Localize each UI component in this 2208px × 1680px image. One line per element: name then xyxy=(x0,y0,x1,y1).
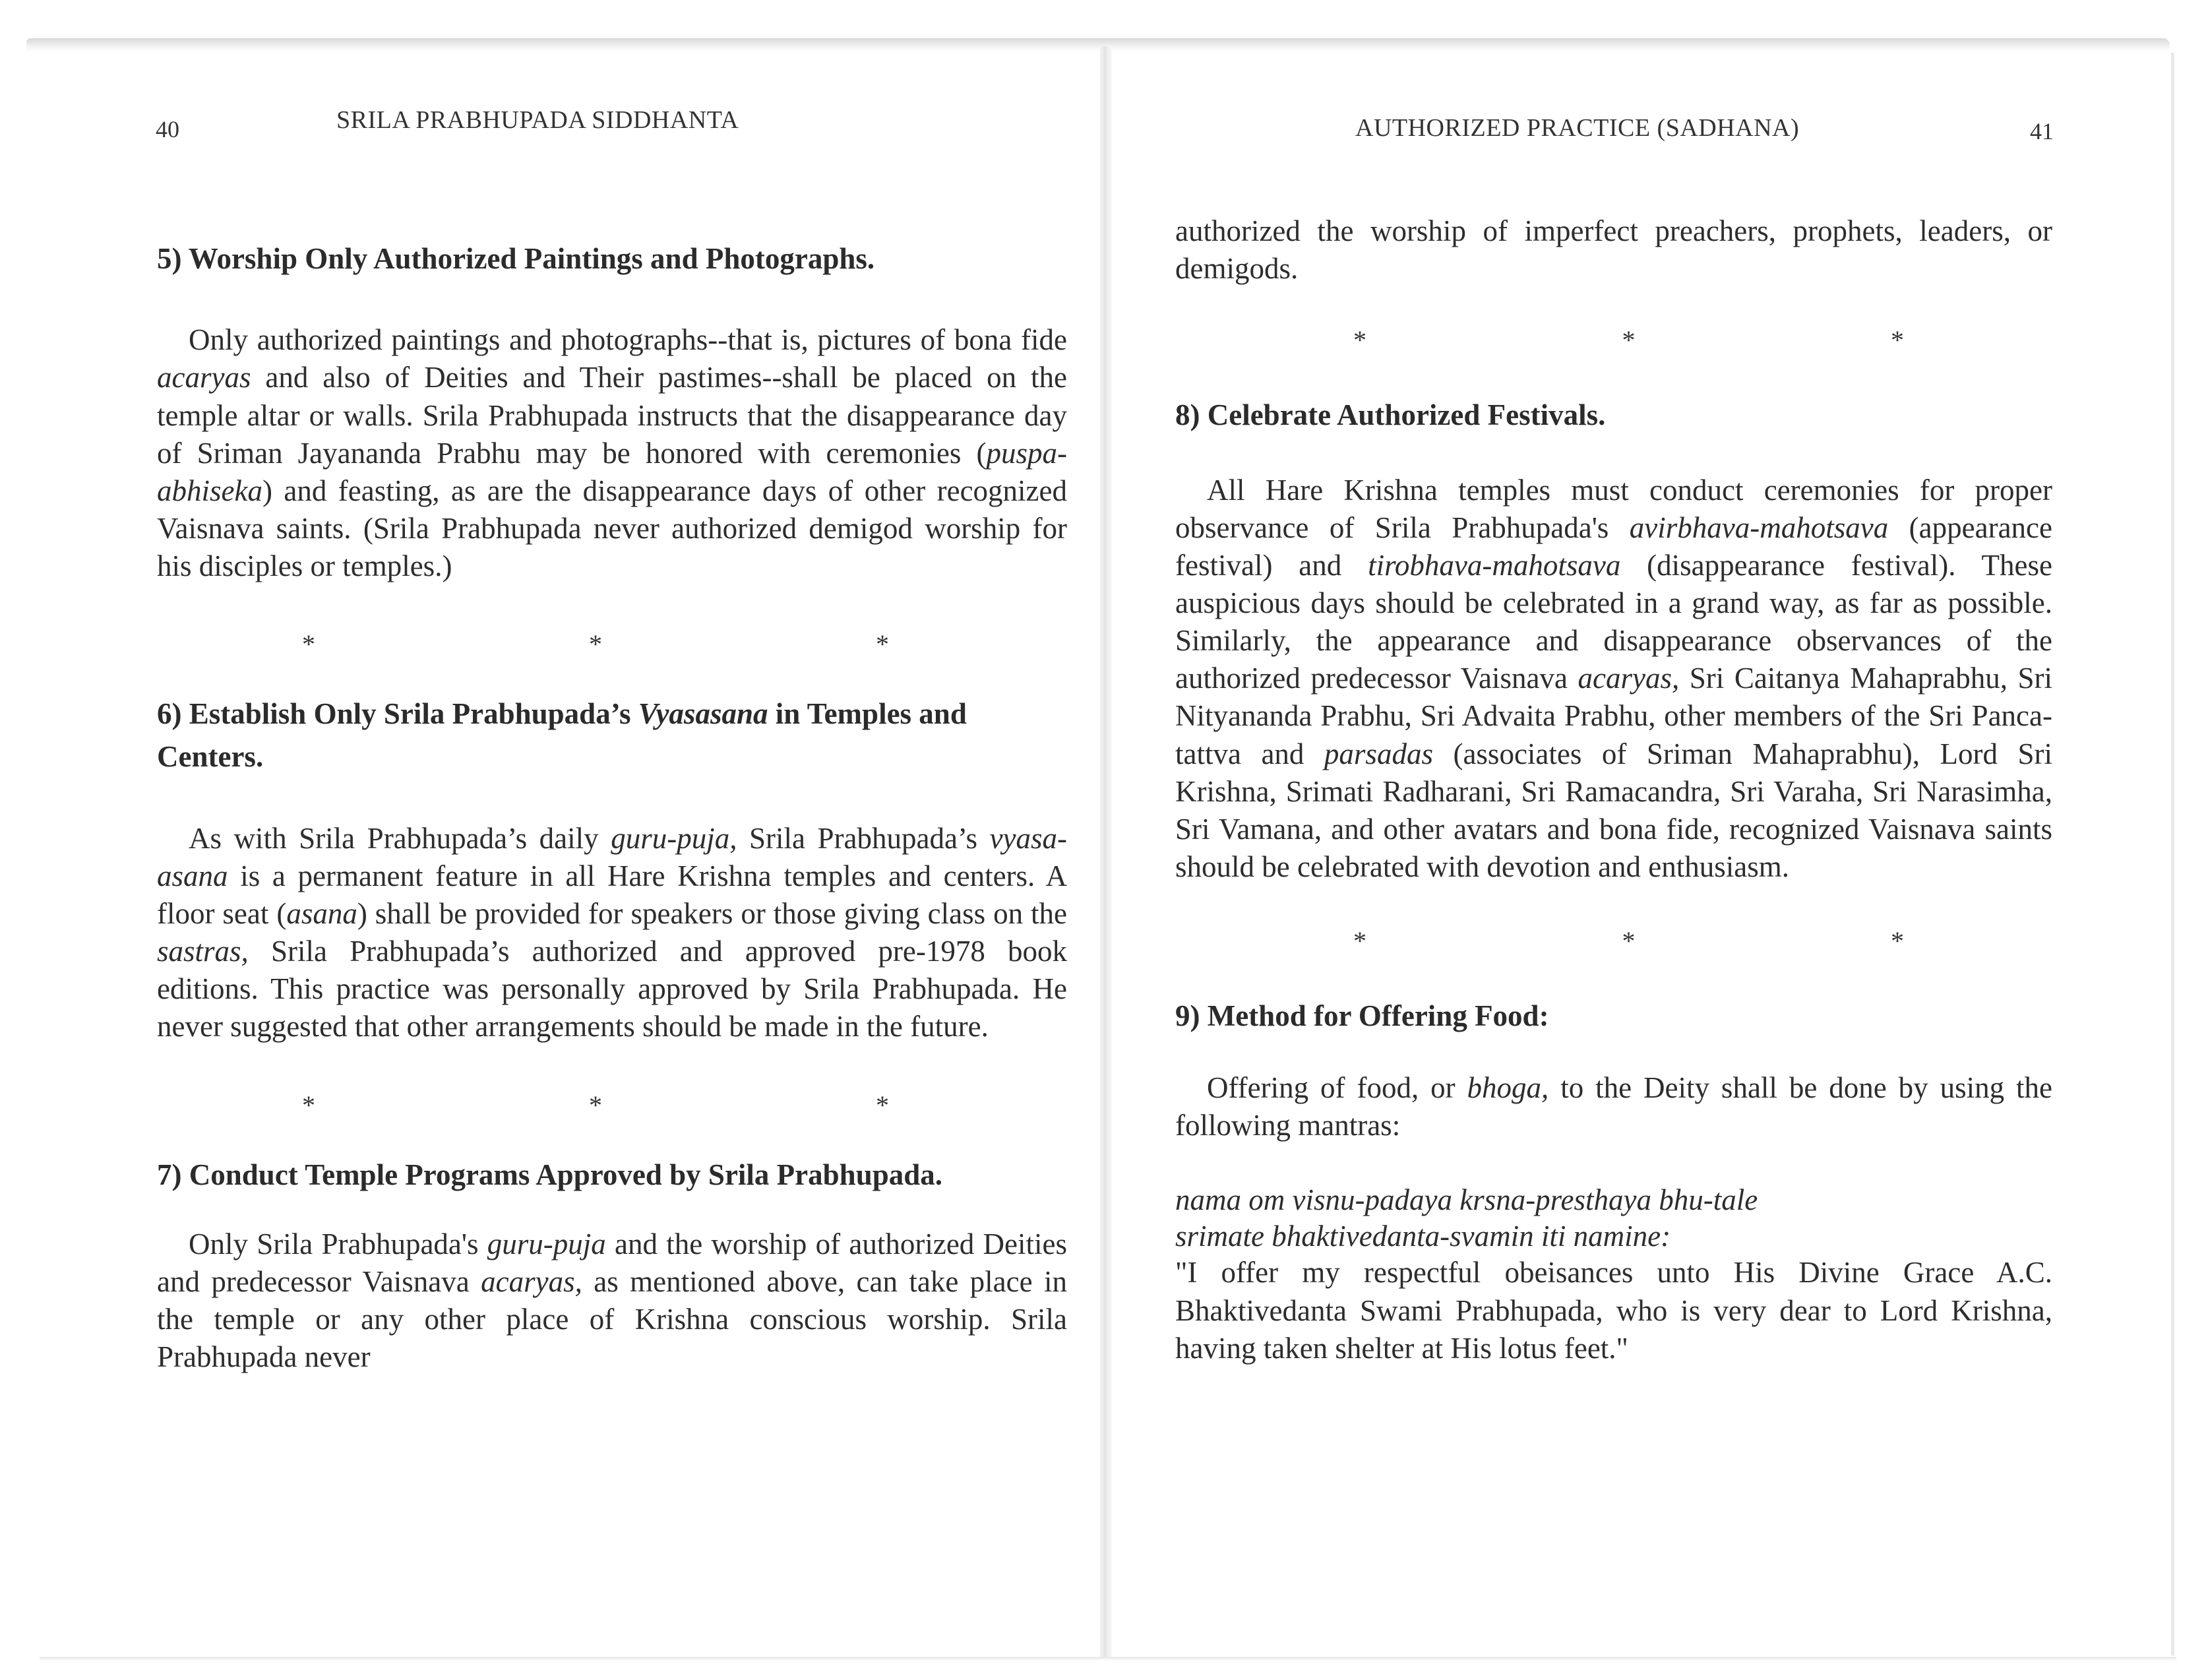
section-heading: 5) Worship Only Authorized Paintings and Photographs. xyxy=(157,242,875,275)
continued-paragraph: authorized the worship of imperfect preachers, prophets, leaders, or demigods. xyxy=(1175,214,2052,286)
page-number: 40 xyxy=(156,116,179,142)
left-page-content xyxy=(157,237,1067,1376)
paragraph: Offering of food, or bhoga, to the Deity shall be done by using the following mantras: xyxy=(1175,1071,2052,1142)
right-page-content xyxy=(1175,212,2052,1367)
right-page xyxy=(1121,0,2176,1680)
section-heading: 6) Establish Only Srila Prabhupada’s Vyasasana in Temples and Centers. xyxy=(157,697,967,774)
left-page xyxy=(40,0,1095,1680)
section-separator: * * * xyxy=(302,629,889,660)
mantra-line: nama om visnu-padaya krsna-presthaya bhu-tale xyxy=(1175,1183,1758,1216)
section-heading: 9) Method for Offering Food: xyxy=(1175,999,1549,1033)
running-head: AUTHORIZED PRACTICE (SADHANA) xyxy=(1355,114,1800,142)
book-spine xyxy=(1100,46,1112,1657)
running-head: SRILA PRABHUPADA SIDDHANTA xyxy=(336,106,739,134)
mantra-translation: "I offer my respectful obeisances unto His Divine Grace A.C. Bhaktivedanta Swami Prabhupada, who is very dear to Lord Krishna, having taken shelter at His lotus feet." xyxy=(1175,1256,2052,1365)
page-number: 41 xyxy=(2030,118,2054,144)
section-separator: * * * xyxy=(302,1090,889,1120)
paragraph: As with Srila Prabhupada’s daily guru-puja, Srila Prabhupada’s vyasa-asana is a permanent feature in all Hare Krishna temples and centers. A floor seat (asana) shall be provided for speakers or those giving class on the sastras, Srila Prabhupada’s authorized and approved pre-1978 book editions. This practice was personally approved by Srila Prabhupada. He never suggested that other arrangements should be made in the future. xyxy=(157,821,1068,1043)
section-heading: 7) Conduct Temple Programs Approved by Srila Prabhupada. xyxy=(157,1158,943,1191)
paragraph: Only authorized paintings and photographs--that is, pictures of bona fide acaryas and also of Deities and Their pastimes--shall be placed on the temple altar or walls. Srila Prabhupada instructs that the disappearance day of Sriman Jayananda Prabhu may be honored with ceremonies (puspa-abhiseka) and feasting, as are the disappearance days of other recognized Vaisnava saints. (Srila Prabhupada never authorized demigod worship for his disciples or temples.) xyxy=(157,323,1067,583)
section-separator: * * * xyxy=(1353,926,1904,956)
mantra-line: srimate bhaktivedanta-svamin iti namine: xyxy=(1175,1219,1671,1253)
section-separator: * * * xyxy=(1353,325,1904,356)
section-heading: 8) Celebrate Authorized Festivals. xyxy=(1175,398,1606,432)
paragraph: All Hare Krishna temples must conduct ceremonies for proper observance of Srila Prabhupada's avirbhava-mahotsava (appearance festival) and tirobhava-mahotsava (disappearance festival). These auspicious days should be celebrated in a grand way, as far as possible. Similarly, the appearance and disappearance observances of the authorized predecessor Vaisnava acaryas, Sri Caitanya Mahaprabhu, Sri Nityananda Prabhu, Sri Advaita Prabhu, other members of the Sri Panca-tattva and parsadas (associates of Sriman Mahaprabhu), Lord Sri Krishna, Srimati Radharani, Sri Ramacandra, Sri Varaha, Sri Narasimha, Sri Vamana, and other avatars and bona fide, recognized Vaisnava saints should be celebrated with devotion and enthusiasm. xyxy=(1175,473,2052,883)
paragraph: Only Srila Prabhupada's guru-puja and the worship of authorized Deities and predecessor Vaisnava acaryas, as mentioned above, can take place in the temple or any other place of Krishna conscious worship. Srila Prabhupada never xyxy=(157,1227,1067,1374)
